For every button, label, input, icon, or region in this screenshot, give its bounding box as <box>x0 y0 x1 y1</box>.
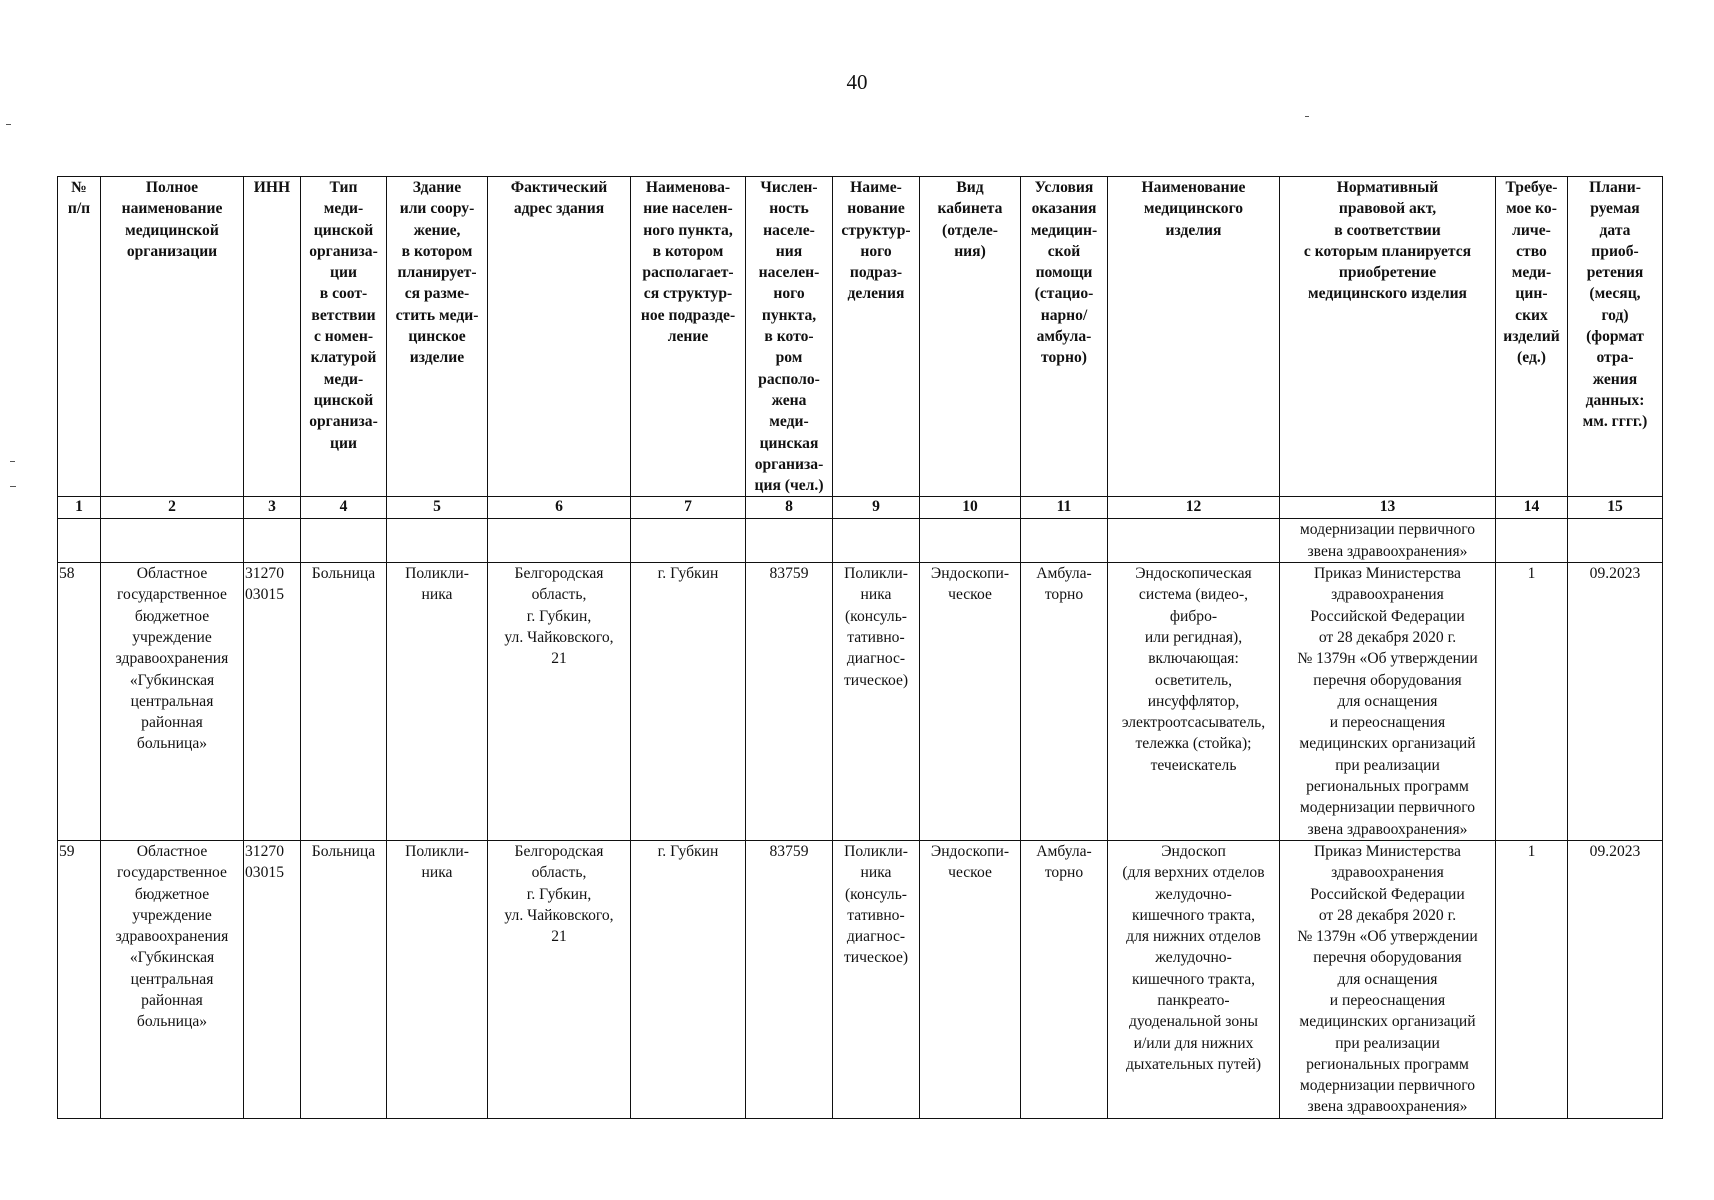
header-cell: Наименование медицинского изделия <box>1108 177 1280 497</box>
address: Белгородская область, г. Губкин, ул. Чайковского, 21 <box>488 840 631 1118</box>
header-cell: ИНН <box>244 177 301 497</box>
page-number: 40 <box>846 70 868 94</box>
planned-date: 09.2023 <box>1568 840 1663 1118</box>
empty-cell <box>1568 519 1663 563</box>
locality: г. Губкин <box>631 563 746 841</box>
care-conditions: Амбула- торно <box>1021 563 1108 841</box>
device-name: Эндоскоп (для верхних отделов желудочно- кишечного тракта, для нижних отделов желудочно- кишечного тракта, панкреато- дуоденальной зоны и/или для нижних дыхательных путей) <box>1108 840 1280 1118</box>
header-cell: Числен- ность населе- ния населен- ного пункта, в кото- ром располо- жена меди- цинская организа- ция (чел.) <box>746 177 833 497</box>
header-cell: Нормативный правовой акт, в соответствии с которым планируется приобретение медицинского изделия <box>1280 177 1496 497</box>
population: 83759 <box>746 563 833 841</box>
structural-unit: Поликли- ника (консуль- тативно- диагнос- тическое) <box>833 840 920 1118</box>
empty-cell <box>1496 519 1568 563</box>
column-number: 11 <box>1021 497 1108 519</box>
legal-act: Приказ Министерства здравоохранения Российской Федерации от 28 декабря 2020 г. № 1379н «Об утверждении перечня оборудования для оснащения и переоснащения медицинских организаций при реализации региональных программ модернизации первичного звена здравоохранения» <box>1280 840 1496 1118</box>
organization-type: Больница <box>301 840 387 1118</box>
cabinet-type: Эндоскопи- ческое <box>920 840 1021 1118</box>
empty-cell <box>746 519 833 563</box>
continuation-text: модернизации первичного звена здравоохранения» <box>1280 519 1496 563</box>
organization-name: Областное государственное бюджетное учреждение здравоохранения «Губкинская центральная районная больница» <box>101 563 244 841</box>
empty-cell <box>488 519 631 563</box>
device-name: Эндоскопическая система (видео-, фибро- или регидная), включающая: осветитель, инсуффлятор, электроотсасыватель, тележка (стойка); течеискатель <box>1108 563 1280 841</box>
address: Белгородская область, г. Губкин, ул. Чайковского, 21 <box>488 563 631 841</box>
empty-cell <box>1021 519 1108 563</box>
empty-cell <box>631 519 746 563</box>
care-conditions: Амбула- торно <box>1021 840 1108 1118</box>
column-number: 4 <box>301 497 387 519</box>
cabinet-type: Эндоскопи- ческое <box>920 563 1021 841</box>
column-number: 12 <box>1108 497 1280 519</box>
planned-date: 09.2023 <box>1568 563 1663 841</box>
scan-mark <box>6 124 11 125</box>
empty-cell <box>244 519 301 563</box>
quantity: 1 <box>1496 563 1568 841</box>
column-number: 9 <box>833 497 920 519</box>
empty-cell <box>833 519 920 563</box>
header-cell: № п/п <box>58 177 101 497</box>
empty-cell <box>301 519 387 563</box>
column-number: 2 <box>101 497 244 519</box>
table-row <box>58 840 1663 1118</box>
column-number: 15 <box>1568 497 1663 519</box>
column-number: 6 <box>488 497 631 519</box>
organization-type: Больница <box>301 563 387 841</box>
header-cell: Плани- руемая дата приоб- ретения (месяц, год) (формат отра- жения данных: мм. гггг.) <box>1568 177 1663 497</box>
inn: 31270 03015 <box>244 840 301 1118</box>
header-cell: Фактический адрес здания <box>488 177 631 497</box>
quantity: 1 <box>1496 840 1568 1118</box>
locality: г. Губкин <box>631 840 746 1118</box>
empty-cell <box>58 519 101 563</box>
continuation-row <box>58 519 1663 563</box>
column-number: 5 <box>387 497 488 519</box>
scan-mark <box>10 486 16 487</box>
organization-name: Областное государственное бюджетное учреждение здравоохранения «Губкинская центральная районная больница» <box>101 840 244 1118</box>
building: Поликли- ника <box>387 840 488 1118</box>
inn: 31270 03015 <box>244 563 301 841</box>
legal-act: Приказ Министерства здравоохранения Российской Федерации от 28 декабря 2020 г. № 1379н «Об утверждении перечня оборудования для оснащения и переоснащения медицинских организаций при реализации региональных программ модернизации первичного звена здравоохранения» <box>1280 563 1496 841</box>
column-number: 10 <box>920 497 1021 519</box>
header-cell: Здание или соору- жение, в котором планирует- ся разме- стить меди- цинское изделие <box>387 177 488 497</box>
header-cell: Полное наименование медицинской организации <box>101 177 244 497</box>
empty-cell <box>387 519 488 563</box>
header-cell: Вид кабинета (отделе- ния) <box>920 177 1021 497</box>
column-number: 13 <box>1280 497 1496 519</box>
header-cell: Наименова- ние населен- ного пункта, в котором располагает- ся структур- ное подразде- ление <box>631 177 746 497</box>
header-cell: Тип меди- цинской организа- ции в соот- ветствии с номен- клатурой меди- цинской организа- ции <box>301 177 387 497</box>
row-number: 59 <box>58 840 101 1118</box>
population: 83759 <box>746 840 833 1118</box>
column-number-row <box>58 497 1663 519</box>
equipment-table <box>57 176 1663 1119</box>
column-number: 1 <box>58 497 101 519</box>
table-row <box>58 563 1663 841</box>
scan-mark <box>10 461 15 462</box>
row-number: 58 <box>58 563 101 841</box>
column-number: 14 <box>1496 497 1568 519</box>
building: Поликли- ника <box>387 563 488 841</box>
header-cell: Требуе- мое ко- личе- ство меди- цин- ских изделий (ед.) <box>1496 177 1568 497</box>
scan-mark <box>1305 116 1309 117</box>
column-number: 3 <box>244 497 301 519</box>
column-number: 8 <box>746 497 833 519</box>
header-row <box>58 177 1663 497</box>
empty-cell <box>1108 519 1280 563</box>
header-cell: Наиме- нование структур- ного подраз- деления <box>833 177 920 497</box>
structural-unit: Поликли- ника (консуль- тативно- диагнос- тическое) <box>833 563 920 841</box>
empty-cell <box>101 519 244 563</box>
header-cell: Условия оказания медицин- ской помощи (стацио- нарно/ амбула- торно) <box>1021 177 1108 497</box>
empty-cell <box>920 519 1021 563</box>
column-number: 7 <box>631 497 746 519</box>
